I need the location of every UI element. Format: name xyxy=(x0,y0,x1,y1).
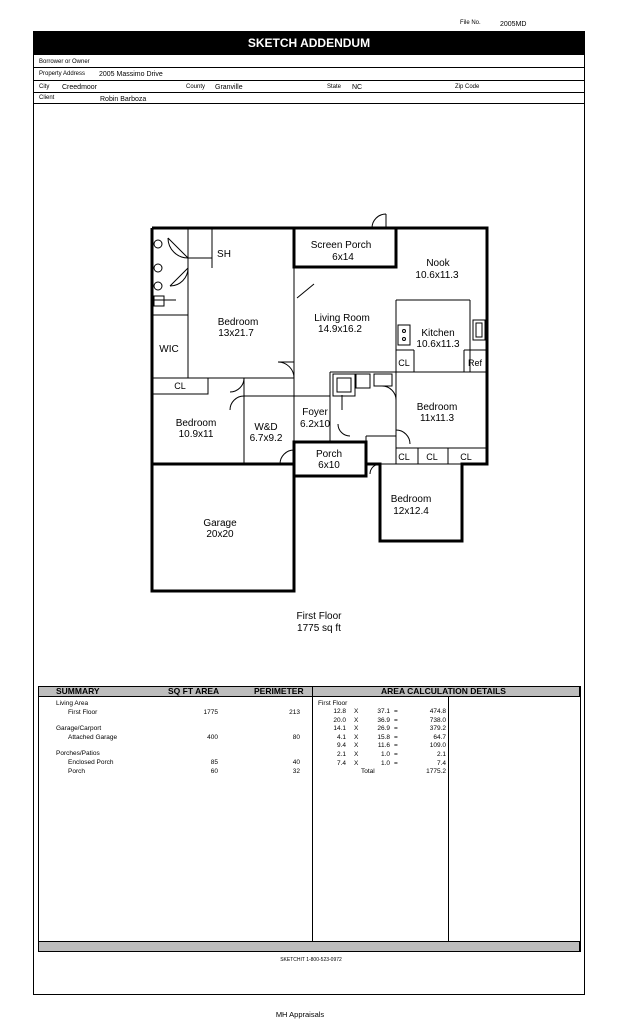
room-bedroom-1-size: 13x21.7 xyxy=(218,328,254,339)
room-wd-size: 6.7x9.2 xyxy=(249,433,283,444)
closet-label: CL xyxy=(398,358,410,368)
room-wd: W&D xyxy=(254,422,278,433)
calc-cell: 26.9 xyxy=(377,725,390,733)
room-bedroom-4: Bedroom xyxy=(390,494,432,505)
summary-row-perimeter: 80 xyxy=(292,734,300,741)
room-screen-porch-size: 6x14 xyxy=(332,252,354,263)
calc-cell: 64.7 xyxy=(433,733,446,741)
calc-cell: = xyxy=(394,725,398,733)
calc-cell: 14.1 xyxy=(333,725,346,733)
calc-cell: X xyxy=(354,708,359,715)
calc-cell: = xyxy=(394,716,398,724)
summary-row-label: First Floor xyxy=(68,709,98,716)
closet-label: CL xyxy=(460,452,472,462)
room-foyer: Foyer xyxy=(302,407,328,418)
sketchit-credit: SKETCHIT 1-800-523-0972 xyxy=(280,957,342,963)
closet-label: CL xyxy=(398,452,410,462)
file-no-label: File No. xyxy=(460,20,481,26)
file-no-value: 2005MD xyxy=(500,21,527,28)
room-bedroom-4-size: 12x12.4 xyxy=(393,506,429,517)
calc-cell: X xyxy=(354,733,359,741)
calc-cell: = xyxy=(394,708,398,715)
calc-total-label: Total xyxy=(361,768,375,775)
summary-row-perimeter: 40 xyxy=(292,759,300,766)
room-wic: WIC xyxy=(159,344,179,355)
property-address-label: Property Address xyxy=(39,71,86,77)
calc-cell: 2.1 xyxy=(436,751,446,758)
calc-cell: = xyxy=(394,759,398,767)
summary-row-sqft: 60 xyxy=(210,768,218,775)
room-nook-size: 10.6x11.3 xyxy=(415,270,459,281)
room-screen-porch: Screen Porch xyxy=(310,240,372,251)
calc-cell: 2.1 xyxy=(336,751,346,758)
calc-cell: 15.8 xyxy=(377,733,390,741)
calc-cell: 11.6 xyxy=(377,742,390,750)
calc-cell: 37.1 xyxy=(377,708,390,715)
room-living-size: 14.9x16.2 xyxy=(318,324,362,335)
floor-label: First Floor xyxy=(296,611,342,622)
room-bedroom-3-size: 11x11.3 xyxy=(419,413,455,424)
room-kitchen-size: 10.6x11.3 xyxy=(416,339,460,350)
room-kitchen: Kitchen xyxy=(421,328,455,339)
room-living: Living Room xyxy=(314,313,370,324)
summary-row-label: Garage/Carport xyxy=(56,725,102,732)
calc-cell: 12.8 xyxy=(333,708,346,715)
state-label: State xyxy=(327,84,342,90)
city-value: Creedmoor xyxy=(62,84,98,91)
company-name: MH Appraisals xyxy=(275,1010,325,1019)
perimeter-header: PERIMETER xyxy=(254,686,304,696)
room-porch: Porch xyxy=(315,449,343,460)
room-bedroom-2-size: 10.9x11 xyxy=(178,429,214,440)
room-nook: Nook xyxy=(426,258,450,269)
details-header: AREA CALCULATION DETAILS xyxy=(381,686,506,696)
room-foyer-size: 6.2x10 xyxy=(299,419,331,430)
summary-row-label: Porch xyxy=(68,768,85,775)
property-address-value: 2005 Massimo Drive xyxy=(99,71,163,78)
summary-row-label: Porches/Patios xyxy=(56,750,100,757)
room-bedroom-3: Bedroom xyxy=(416,402,458,413)
closet-label: CL xyxy=(174,381,186,391)
form-title: SKETCH ADDENDUM xyxy=(33,31,585,55)
client-label: Client xyxy=(39,95,55,101)
closet-label: CL xyxy=(426,452,438,462)
calc-cell: X xyxy=(354,759,359,767)
calc-cell: X xyxy=(354,742,359,750)
calc-cell: 4.1 xyxy=(336,733,346,741)
county-value: Granville xyxy=(215,84,243,91)
calc-cell: X xyxy=(354,751,359,758)
summary-footer-bar xyxy=(38,941,580,952)
sqft-header: SQ FT AREA xyxy=(168,686,220,696)
calc-cell: 7.4 xyxy=(436,759,446,767)
calc-cell: 379.2 xyxy=(429,725,446,733)
calc-cell: 474.8 xyxy=(429,708,446,715)
calc-cell: 36.9 xyxy=(377,716,390,724)
summary-row-perimeter: 213 xyxy=(289,709,300,716)
calc-total: 1775.2 xyxy=(426,768,446,775)
calc-cell: 1.0 xyxy=(380,759,390,767)
summary-row-sqft: 85 xyxy=(210,759,218,766)
calc-cell: 738.0 xyxy=(429,716,446,724)
room-porch-size: 6x10 xyxy=(318,460,340,471)
summary-row-sqft: 400 xyxy=(207,734,218,741)
summary-row-label: Living Area xyxy=(56,700,89,707)
room-sh: SH xyxy=(217,249,231,260)
borrower-label: Borrower or Owner xyxy=(39,59,90,65)
calc-cell: X xyxy=(354,725,359,733)
summary-row-label: Enclosed Porch xyxy=(68,759,114,766)
calc-cell: = xyxy=(394,751,398,758)
calc-cell: 20.0 xyxy=(333,716,346,724)
city-label: City xyxy=(39,84,50,90)
calc-cell: = xyxy=(394,733,398,741)
calc-cell: 1.0 xyxy=(380,751,390,758)
calc-cell: = xyxy=(394,742,398,750)
room-garage-size: 20x20 xyxy=(206,529,234,540)
calc-cell: 109.0 xyxy=(429,742,446,750)
zip-label: Zip Code xyxy=(455,84,480,90)
county-label: County xyxy=(186,84,206,90)
summary-row-sqft: 1775 xyxy=(203,709,218,716)
calc-title: First Floor xyxy=(318,700,348,707)
client-value: Robin Barboza xyxy=(100,96,147,103)
summary-row-perimeter: 32 xyxy=(292,768,300,775)
room-garage: Garage xyxy=(203,518,237,529)
summary-header: SUMMARY xyxy=(56,686,100,696)
summary-row-label: Attached Garage xyxy=(68,734,118,741)
calc-cell: 7.4 xyxy=(336,759,346,767)
room-bedroom-2: Bedroom xyxy=(175,418,217,429)
calc-cell: X xyxy=(354,716,359,724)
floor-area: 1775 sq ft xyxy=(297,623,341,634)
room-bedroom-1: Bedroom xyxy=(217,317,259,328)
refrigerator-label: Ref xyxy=(467,358,483,368)
calc-cell: 9.4 xyxy=(336,742,346,750)
state-value: NC xyxy=(352,84,363,91)
